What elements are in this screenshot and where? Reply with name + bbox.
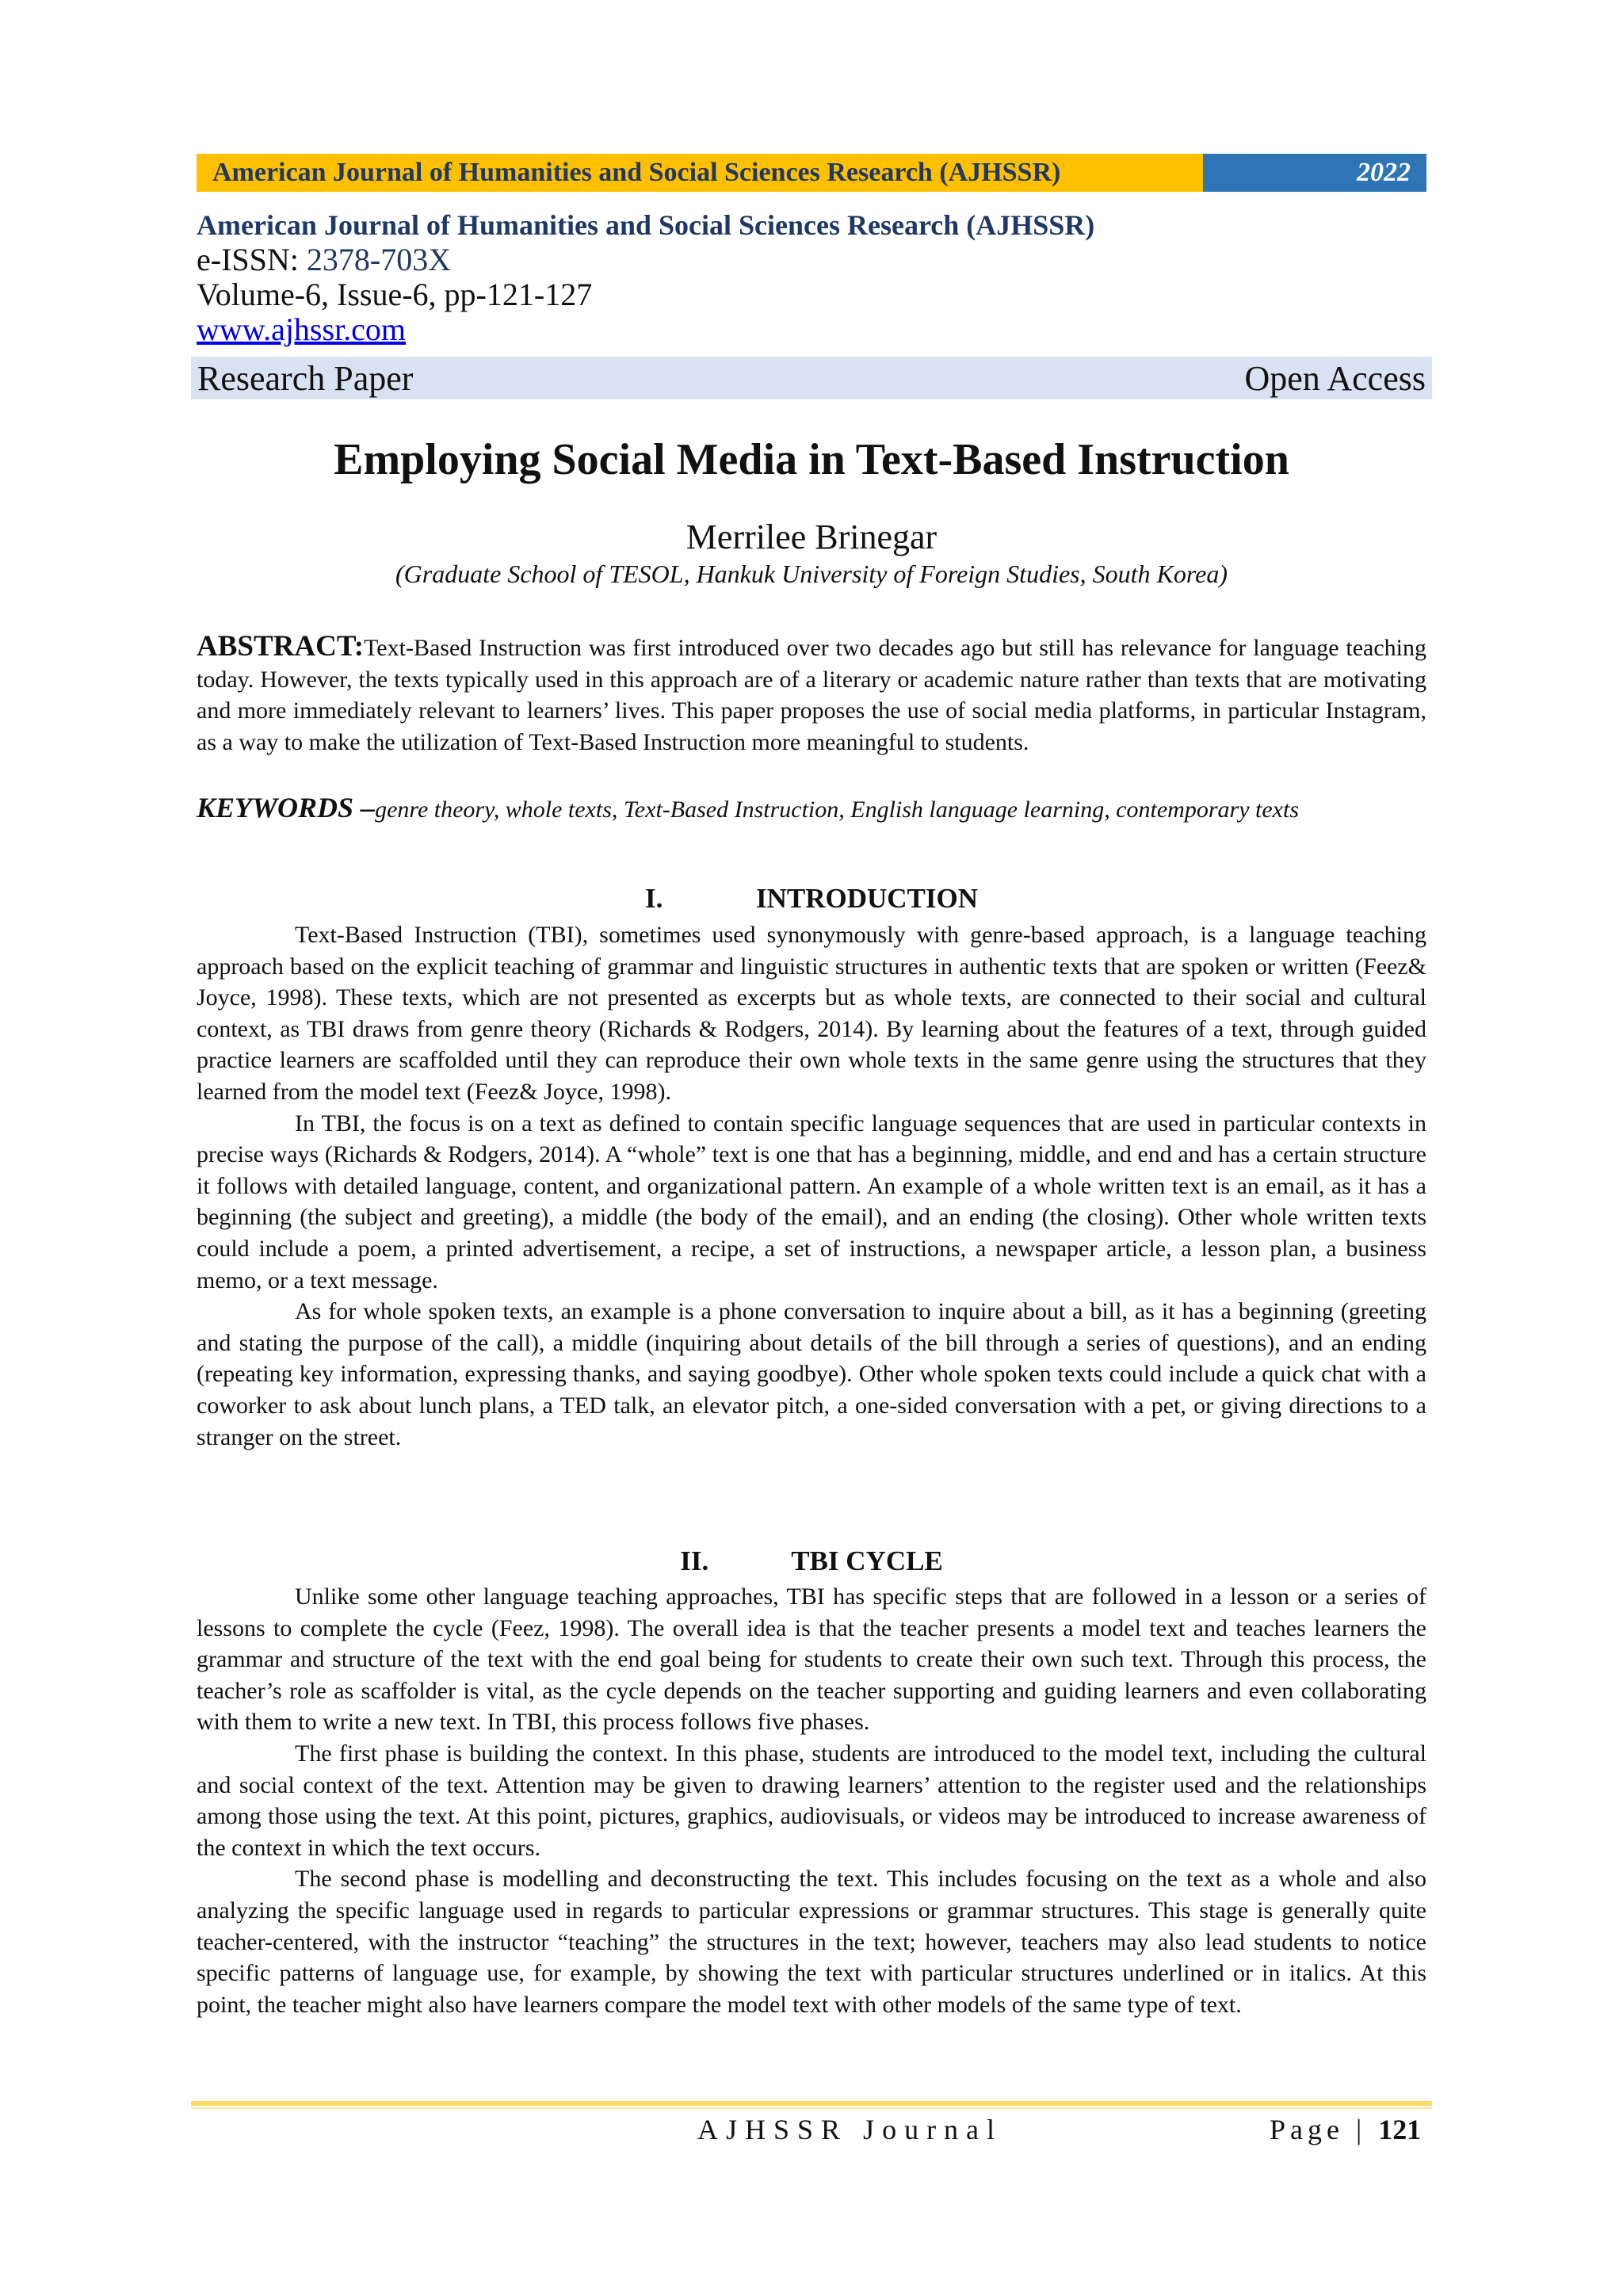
footer-journal-name: AJHSSR Journal — [697, 2114, 1003, 2145]
paragraph: The second phase is modelling and deconstructing the text. This includes focusing on the text as a whole and also analyzing the specific language used in regards to particular expressions or grammar structures. This stage is generally quite teacher-centered, with the instructor “teaching” the structures in the text; however, teachers may also lead students to notice specific patterns of language use, for example, by showing the text with particular structures underlined or in italics. At this point, the teacher might also have learners compare the model text with other models of the same type of text. — [197, 1866, 1426, 2018]
paper-type: Research Paper — [197, 358, 414, 398]
journal-name: American Journal of Humanities and Social Sciences Research (AJHSSR) — [197, 209, 1095, 241]
section-number: II. — [680, 1545, 709, 1576]
journal-banner — [197, 154, 1426, 192]
section-heading-tbi-cycle — [0, 1545, 1623, 1577]
section-heading-introduction — [0, 883, 1623, 915]
paragraph: Unlike some other language teaching approaches, TBI has specific steps that are followed in a lesson or a series of lessons to complete the cycle (Feez, 1998). The overall idea is that the teacher presents a model text and teaches learners the grammar and structure of the text with the end goal being for students to create their own such text. Through this process, the teacher’s role as scaffolder is vital, as the cycle depends on the teacher supporting and guiding learners and even collaborating with them to write a new text. In TBI, this process follows five phases. — [197, 1584, 1426, 1736]
footer-page-number — [1270, 2113, 1421, 2146]
page-number: 121 — [1378, 2114, 1422, 2145]
abstract-text: Text-Based Instruction was first introduced over two decades ago but still has relevance for language teaching today. However, the texts typically used in this approach are of a literary or academic nature rather than texts that are motivating and more immediately relevant to learners’ lives. This paper proposes the use of social media platforms, in particular Instagram, as a way to make the utilization of Text-Based Instruction more meaningful to students. — [197, 635, 1426, 755]
section-title: TBI CYCLE — [791, 1545, 943, 1576]
section-title: INTRODUCTION — [755, 883, 979, 914]
author-affiliation: (Graduate School of TESOL, Hankuk University of Foreign Studies, South Korea) — [395, 560, 1228, 588]
keywords-label: KEYWORDS – — [197, 792, 376, 823]
footer-rule — [191, 2101, 1432, 2106]
footer-rule-thin — [191, 2107, 1432, 2109]
paragraph: Text-Based Instruction (TBI), sometimes used synonymously with genre-based approach, is a language teaching approach based on the explicit teaching of grammar and linguistic structures in authentic texts that are spoken or written (Feez& Joyce, 1998). These texts, which are not presented as excerpts but as whole texts, are connected to their social and cultural context, as TBI draws from genre theory (Richards & Rodgers, 2014). By learning about the features of a text, through guided practice learners are scaffolded until they can reproduce their own whole texts in the same genre using the structures that they learned from the model text (Feez& Joyce, 1998). — [197, 922, 1426, 1105]
paragraph: In TBI, the focus is on a text as defined to contain specific language sequences that are used in particular contexts in precise ways (Richards & Rodgers, 2014). A “whole” text is one that has a beginning, middle, and end and has a certain structure it follows with detailed language, content, and organizational pattern. An example of a whole written text is an email, as it has a beginning (the subject and greeting), a middle (the body of the email), and an ending (the closing). Other whole written texts could include a poem, a printed advertisement, a recipe, a set of instructions, a newspaper article, a lesson plan, a business memo, or a text message. — [197, 1110, 1426, 1293]
paper-type-bar — [191, 357, 1432, 399]
section-number: I. — [644, 883, 663, 914]
author-name: Merrilee Brinegar — [685, 518, 938, 556]
paragraph: The first phase is building the context. In this phase, students are introduced to the model text, including the cultural and social context of the text. Attention may be given to drawing learners’ attention to the register used and the relationships among those using the text. At this point, pictures, graphics, audiovisuals, or videos may be introduced to increase awareness of the context in which the text occurs. — [197, 1740, 1426, 1861]
banner-journal-name: American Journal of Humanities and Social Sciences Research (AJHSSR) — [197, 154, 1203, 192]
abstract — [197, 631, 1426, 758]
keywords — [197, 793, 1426, 826]
volume-line: Volume-6, Issue-6, pp-121-127 — [197, 277, 593, 312]
section-body-tbi-cycle — [197, 1581, 1426, 2020]
section-body-introduction — [197, 919, 1426, 1453]
issn-label: e-ISSN: — [197, 242, 307, 277]
journal-info — [197, 208, 1433, 347]
abstract-label: ABSTRACT: — [197, 630, 365, 663]
issn-value: 2378-703X — [306, 242, 452, 277]
paragraph: As for whole spoken texts, an example is a phone conversation to inquire about a bill, as it has a beginning (greeting and stating the purpose of the call), a middle (inquiring about details of the bill through a series of questions), and an ending (repeating key information, expressing thanks, and saying goodbye). Other whole spoken texts could include a quick chat with a coworker to ask about lunch plans, a TED talk, an elevator pitch, a one-sided conversation with a pet, or giving directions to a stranger on the street. — [197, 1298, 1426, 1450]
website-link[interactable]: www.ajhssr.com — [197, 311, 407, 347]
page-label: Page | — [1270, 2114, 1379, 2145]
banner-year: 2022 — [1203, 154, 1426, 192]
issn-line — [197, 243, 1433, 277]
paper-title: Employing Social Media in Text-Based Instruction — [334, 435, 1289, 484]
access-type: Open Access — [1244, 358, 1426, 398]
keywords-text: genre theory, whole texts, Text-Based Instruction, English language learning, contemporary texts — [375, 797, 1299, 823]
